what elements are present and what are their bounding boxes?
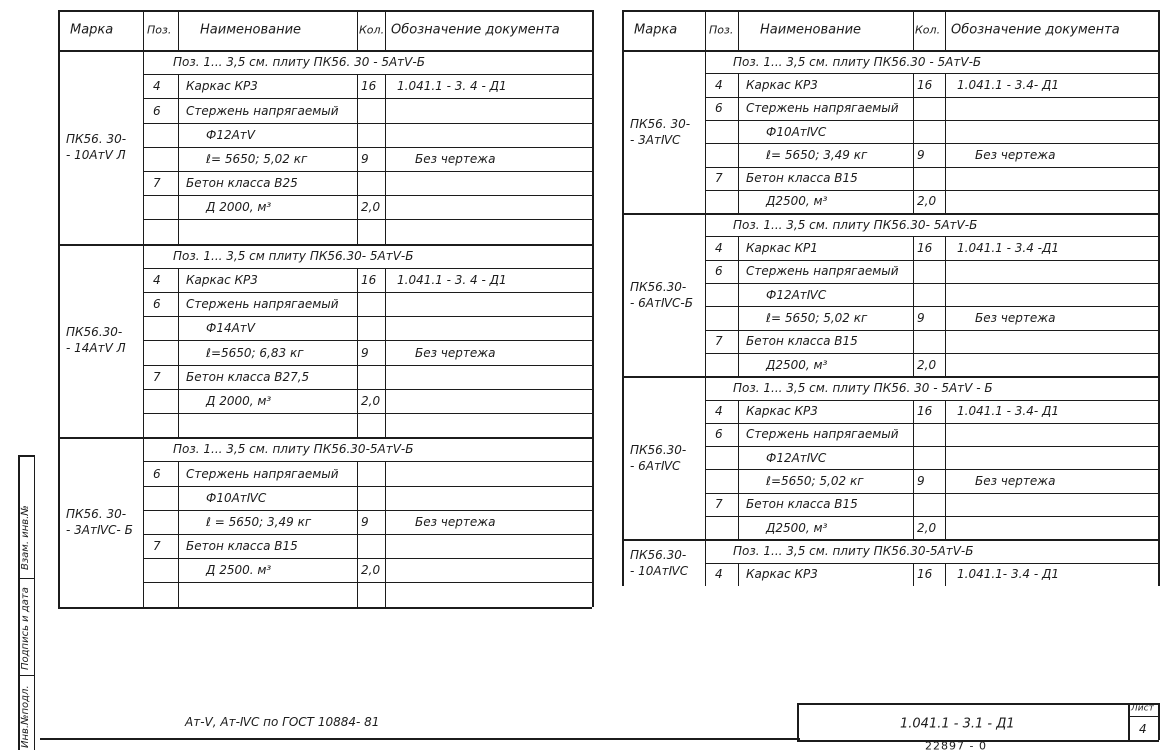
left-table-col-line <box>385 74 386 243</box>
right-table-row-line <box>705 97 1158 98</box>
title-block-left <box>797 703 799 740</box>
right-table-cell-name: Каркас КР3 <box>746 567 818 582</box>
right-table-col-line <box>705 376 706 539</box>
left-table-row-line <box>143 268 592 269</box>
right-table-cell-name: Каркас КР3 <box>746 404 818 419</box>
left-table-cell-name: Каркас КР3 <box>186 272 258 287</box>
left-table-cell-name: Каркас КР3 <box>186 79 258 94</box>
left-table-cell-poz: 7 <box>153 369 161 384</box>
left-table-row-line <box>143 316 592 317</box>
right-table-row-line <box>705 493 1158 494</box>
left-table-row-line <box>143 147 592 148</box>
right-table-cell-doc: 1.041.1- 3.4 - Д1 <box>957 567 1059 582</box>
stamp-vzam: Взам. инв.№ <box>20 505 31 570</box>
right-table-header-bottom <box>622 50 1158 52</box>
right-table-cell-poz: 6 <box>715 427 723 442</box>
left-table-col-line <box>385 461 386 606</box>
right-table-cell-name: Каркас КР3 <box>746 77 818 92</box>
left-table-cell-doc: 1.041.1 - 3. 4 - Д1 <box>397 79 507 94</box>
right-table-row-line <box>622 539 1158 541</box>
title-block-top <box>797 703 1159 705</box>
left-table-left-border <box>58 10 60 607</box>
right-table-header-poz: Поз. <box>709 23 734 37</box>
left-table-cell-qty: 2,0 <box>361 200 381 215</box>
right-table-row-line <box>705 469 1158 470</box>
left-table-col-line <box>357 268 358 437</box>
left-table-cell-qty: 16 <box>361 79 377 94</box>
left-table-cell-name: Д 2000, м³ <box>206 200 272 215</box>
right-table-row-line <box>705 143 1158 144</box>
right-table-cell-qty: 9 <box>917 474 925 489</box>
left-table-col-line <box>178 74 179 243</box>
left-table-row-line <box>143 558 592 559</box>
left-table-cell-name: Ф10АтⅣС <box>206 490 267 505</box>
left-table-top-border <box>58 10 592 12</box>
right-table-cell-name: Ф12АтⅣС <box>766 450 827 465</box>
right-table-group-caption: Поз. 1... 3,5 см. плиту ПК56. 30 - 5АтⅤ - Б <box>733 380 993 395</box>
stamp-podpis: Подпись и дата <box>20 587 31 670</box>
right-table-col-line <box>738 400 739 540</box>
right-table-cell-poz: 7 <box>715 497 723 512</box>
stamp-divider <box>18 675 34 676</box>
right-table-cell-name: Бетон класса В15 <box>746 334 858 349</box>
left-table-cell-poz: 6 <box>153 103 161 118</box>
right-table-cell-poz: 4 <box>715 404 723 419</box>
left-table-cell-doc: Без чертежа <box>415 514 496 529</box>
right-table-cell-qty: 2,0 <box>917 194 937 209</box>
left-table-row-line <box>143 461 592 462</box>
right-table-group-caption: Поз. 1... 3,5 см. плиту ПК56.30- 5АтⅤ-Б <box>733 217 978 232</box>
left-table-cell-poz: 6 <box>153 297 161 312</box>
left-table-group-caption: Поз. 1... 3,5 см плиту ПК56.30- 5АтⅤ-Б <box>173 248 414 263</box>
right-table-cell-name: Ф12АтⅣС <box>766 287 827 302</box>
right-table-cell-qty: 16 <box>917 567 933 582</box>
right-table-row-line <box>622 213 1158 215</box>
left-table-header-col-line <box>143 10 144 50</box>
right-table-right-border <box>1158 10 1160 586</box>
left-table-col-line <box>143 244 144 438</box>
right-table-col-line <box>738 73 739 213</box>
left-table-header-bottom <box>58 50 592 52</box>
right-table-header-doc: Обозначение документа <box>951 22 1120 38</box>
left-table-cell-poz: 4 <box>153 79 161 94</box>
title-block-sheet-line <box>1128 716 1158 717</box>
left-table-cell-doc: Без чертежа <box>415 151 496 166</box>
left-table-header-doc: Обозначение документа <box>391 22 560 38</box>
left-table-cell-name: Бетон класса В27,5 <box>186 369 310 384</box>
right-table-row-line <box>705 306 1158 307</box>
left-table-cell-name: ℓ = 5650; 3,49 кг <box>206 514 312 529</box>
right-table-marka-label: - 6АтⅣС-Б <box>630 295 693 310</box>
right-table-col-line <box>738 563 739 586</box>
inventory-number: 22897 - 0 <box>925 739 987 753</box>
right-table-cell-poz: 4 <box>715 77 723 92</box>
left-table-row-line <box>143 98 592 99</box>
right-table-cell-qty: 16 <box>917 404 933 419</box>
right-table-group-caption: Поз. 1... 3,5 см. плиту ПК56.30 - 5АтⅤ-Б <box>733 54 982 69</box>
right-table-cell-qty: 2,0 <box>917 520 937 535</box>
left-table-row-line <box>143 74 592 75</box>
right-table-header-col-line <box>738 10 739 50</box>
title-block-sheet-divider <box>1128 703 1130 740</box>
right-table-cell-poz: 4 <box>715 241 723 256</box>
right-table-cell-poz: 6 <box>715 264 723 279</box>
left-table-col-line <box>357 74 358 243</box>
right-table-cell-name: Ф10АтⅣС <box>766 124 827 139</box>
right-table-header-col-line <box>945 10 946 50</box>
right-table-header-marka: Марка <box>634 22 678 38</box>
right-table-cell-name: Д2500, м³ <box>766 194 828 209</box>
right-table-row-line <box>705 330 1158 331</box>
doc-code: 1.041.1 - 3.1 - Д1 <box>900 716 1015 732</box>
left-table-cell-name: Ф14АтⅤ <box>206 321 256 336</box>
right-table-cell-name: Бетон класса В15 <box>746 171 858 186</box>
left-table-cell-name: Стержень напрягаемый <box>186 297 339 312</box>
right-table-cell-qty: 9 <box>917 310 925 325</box>
left-table-cell-doc: 1.041.1 - 3. 4 - Д1 <box>397 272 507 287</box>
left-table-row-line <box>143 219 592 220</box>
left-table-header-marka: Марка <box>70 22 114 38</box>
right-table-marka-label: - 10АтⅣС <box>630 563 689 578</box>
right-table-cell-qty: 16 <box>917 77 933 92</box>
left-table-cell-qty: 9 <box>361 151 369 166</box>
right-table-cell-name: Каркас КР1 <box>746 241 818 256</box>
right-table-row-line <box>705 260 1158 261</box>
right-table-col-line <box>945 73 946 213</box>
stamp-divider <box>18 578 34 579</box>
right-table-marka-label: - 6АтⅣС <box>630 458 681 473</box>
right-table-row-line <box>705 400 1158 401</box>
right-table-top-border <box>622 10 1158 12</box>
right-table-col-line <box>913 400 914 540</box>
left-table-row-line <box>58 244 592 246</box>
left-table-marka-label: - 10АтⅤ Л <box>66 147 126 162</box>
left-table-cell-poz: 6 <box>153 466 161 481</box>
left-table-col-line <box>178 461 179 606</box>
right-table-marka-label: ПК56.30- <box>630 279 687 294</box>
left-table-header-col-line <box>357 10 358 50</box>
stamp-inner-border <box>34 455 35 750</box>
right-table-cell-qty: 16 <box>917 241 933 256</box>
left-table-col-line <box>143 437 144 606</box>
right-table-row-line <box>705 73 1158 74</box>
right-table-cell-doc: 1.041.1 - 3.4 -Д1 <box>957 241 1059 256</box>
right-table-col-line <box>945 236 946 376</box>
right-table-header-col-line <box>913 10 914 50</box>
left-table-row-line <box>143 389 592 390</box>
page-bottom-line <box>40 738 800 740</box>
left-table-row-line <box>143 195 592 196</box>
right-table-col-line <box>705 213 706 376</box>
right-table-marka-label: - 3АтⅣС <box>630 132 681 147</box>
right-table-cell-name: ℓ=5650; 5,02 кг <box>766 474 864 489</box>
right-table-cell-name: Стержень напрягаемый <box>746 101 899 116</box>
right-table-col-line <box>945 400 946 540</box>
left-table-row-line <box>58 607 592 609</box>
sheet-number: 4 <box>1139 722 1147 736</box>
right-table-col-line <box>913 563 914 586</box>
right-table-header-qty: Кол. <box>915 23 941 37</box>
left-table-group-caption: Поз. 1... 3,5 см. плиту ПК56.30-5АтⅤ-Б <box>173 442 414 457</box>
left-table-row-line <box>143 123 592 124</box>
footer-note: Ат-Ⅴ, Ат-ⅣС по ГОСТ 10884- 81 <box>185 715 380 729</box>
title-block-right <box>1158 703 1160 740</box>
left-table-marka-label: - 3АтⅣС- Б <box>66 522 133 537</box>
left-table-marka-label: - 14АтⅤ Л <box>66 341 126 356</box>
left-table-header-qty: Кол. <box>359 23 385 37</box>
right-table-row-line <box>705 236 1158 237</box>
left-table-cell-qty: 16 <box>361 272 377 287</box>
left-table-cell-qty: 9 <box>361 514 369 529</box>
right-table-row-line <box>705 283 1158 284</box>
left-table-row-line <box>143 534 592 535</box>
right-table-cell-name: Д2500, м³ <box>766 357 828 372</box>
left-table-marka-label: ПК56. 30- <box>66 506 127 521</box>
left-table-group-caption: Поз. 1... 3,5 см. плиту ПК56. 30 - 5АтⅤ-Б <box>173 55 425 70</box>
left-table-col-line <box>178 268 179 437</box>
right-table-cell-name: Стержень напрягаемый <box>746 427 899 442</box>
left-table-header-name: Наименование <box>200 22 302 38</box>
stamp-top <box>18 455 34 457</box>
right-table-header-name: Наименование <box>760 22 862 38</box>
right-table-cell-poz: 7 <box>715 171 723 186</box>
left-table-col-line <box>357 461 358 606</box>
right-table-row-line <box>705 423 1158 424</box>
right-table-row-line <box>705 167 1158 168</box>
left-table-row-line <box>143 171 592 172</box>
right-table-cell-name: Д2500, м³ <box>766 520 828 535</box>
right-table-cell-name: ℓ= 5650; 5,02 кг <box>766 310 868 325</box>
right-table-row-line <box>705 120 1158 121</box>
right-table-cell-name: ℓ= 5650; 3,49 кг <box>766 147 868 162</box>
left-table-cell-poz: 4 <box>153 272 161 287</box>
left-table-cell-name: ℓ= 5650; 5,02 кг <box>206 151 308 166</box>
sheet-label: Лист <box>1131 703 1154 714</box>
left-table-row-line <box>143 486 592 487</box>
right-table-cell-name: Бетон класса В15 <box>746 497 858 512</box>
right-table-cell-poz: 6 <box>715 101 723 116</box>
left-table-cell-poz: 7 <box>153 176 161 191</box>
right-table-row-line <box>622 376 1158 378</box>
right-table-cell-doc: Без чертежа <box>975 474 1056 489</box>
left-table-col-line <box>385 268 386 437</box>
left-table-header-poz: Поз. <box>147 23 172 37</box>
left-table-row-line <box>143 340 592 341</box>
left-table-row-line <box>143 413 592 414</box>
right-table-row-line <box>705 353 1158 354</box>
right-table-col-line <box>705 539 706 586</box>
right-table-row-line <box>705 516 1158 517</box>
right-table-marka-label: ПК56. 30- <box>630 116 691 131</box>
left-table-row-line <box>143 365 592 366</box>
left-table-marka-label: ПК56.30- <box>66 325 123 340</box>
left-table-col-line <box>143 50 144 244</box>
right-table-cell-doc: Без чертежа <box>975 310 1056 325</box>
left-table-header-col-line <box>385 10 386 50</box>
right-table-col-line <box>738 236 739 376</box>
left-table-cell-name: Ф12АтⅤ <box>206 127 256 142</box>
right-table-group-caption: Поз. 1... 3,5 см. плиту ПК56.30-5АтⅤ-Б <box>733 543 974 558</box>
right-table-row-line <box>705 563 1158 564</box>
right-table-marka-label: ПК56.30- <box>630 547 687 562</box>
right-table-cell-doc: 1.041.1 - 3.4- Д1 <box>957 404 1059 419</box>
left-table-header-col-line <box>178 10 179 50</box>
right-table-left-border <box>622 10 624 586</box>
right-table-cell-doc: Без чертежа <box>975 147 1056 162</box>
left-table-cell-name: Бетон класса В15 <box>186 539 298 554</box>
right-table-cell-qty: 9 <box>917 147 925 162</box>
right-table-cell-qty: 2,0 <box>917 357 937 372</box>
right-table-cell-poz: 4 <box>715 567 723 582</box>
right-table-row-line <box>705 190 1158 191</box>
left-table-cell-doc: Без чертежа <box>415 345 496 360</box>
right-table-row-line <box>705 446 1158 447</box>
left-table-cell-qty: 9 <box>361 345 369 360</box>
stamp-inv-podl: Инв.№подл. <box>20 685 31 748</box>
right-table-col-line <box>945 563 946 586</box>
left-table-row-line <box>143 582 592 583</box>
left-table-cell-qty: 2,0 <box>361 563 381 578</box>
right-table-col-line <box>913 73 914 213</box>
left-table-cell-name: Д 2500. м³ <box>206 563 272 578</box>
left-table-cell-name: Бетон класса В25 <box>186 176 298 191</box>
right-table-header-col-line <box>705 10 706 50</box>
right-table-marka-label: ПК56.30- <box>630 442 687 457</box>
left-table-row-line <box>143 292 592 293</box>
left-table-cell-name: Д 2000, м³ <box>206 393 272 408</box>
left-table-cell-name: Стержень напрягаемый <box>186 103 339 118</box>
left-table-cell-name: Стержень напрягаемый <box>186 466 339 481</box>
right-table-cell-name: Стержень напрягаемый <box>746 264 899 279</box>
left-table-row-line <box>143 510 592 511</box>
left-table-right-border <box>592 10 594 607</box>
left-table-cell-name: ℓ=5650; 6,83 кг <box>206 345 304 360</box>
left-table-cell-qty: 2,0 <box>361 393 381 408</box>
left-table-marka-label: ПК56. 30- <box>66 131 127 146</box>
right-table-cell-poz: 7 <box>715 334 723 349</box>
left-table-cell-poz: 7 <box>153 539 161 554</box>
right-table-cell-doc: 1.041.1 - 3.4- Д1 <box>957 77 1059 92</box>
right-table-col-line <box>913 236 914 376</box>
left-table-row-line <box>58 437 592 439</box>
right-table-col-line <box>705 50 706 213</box>
